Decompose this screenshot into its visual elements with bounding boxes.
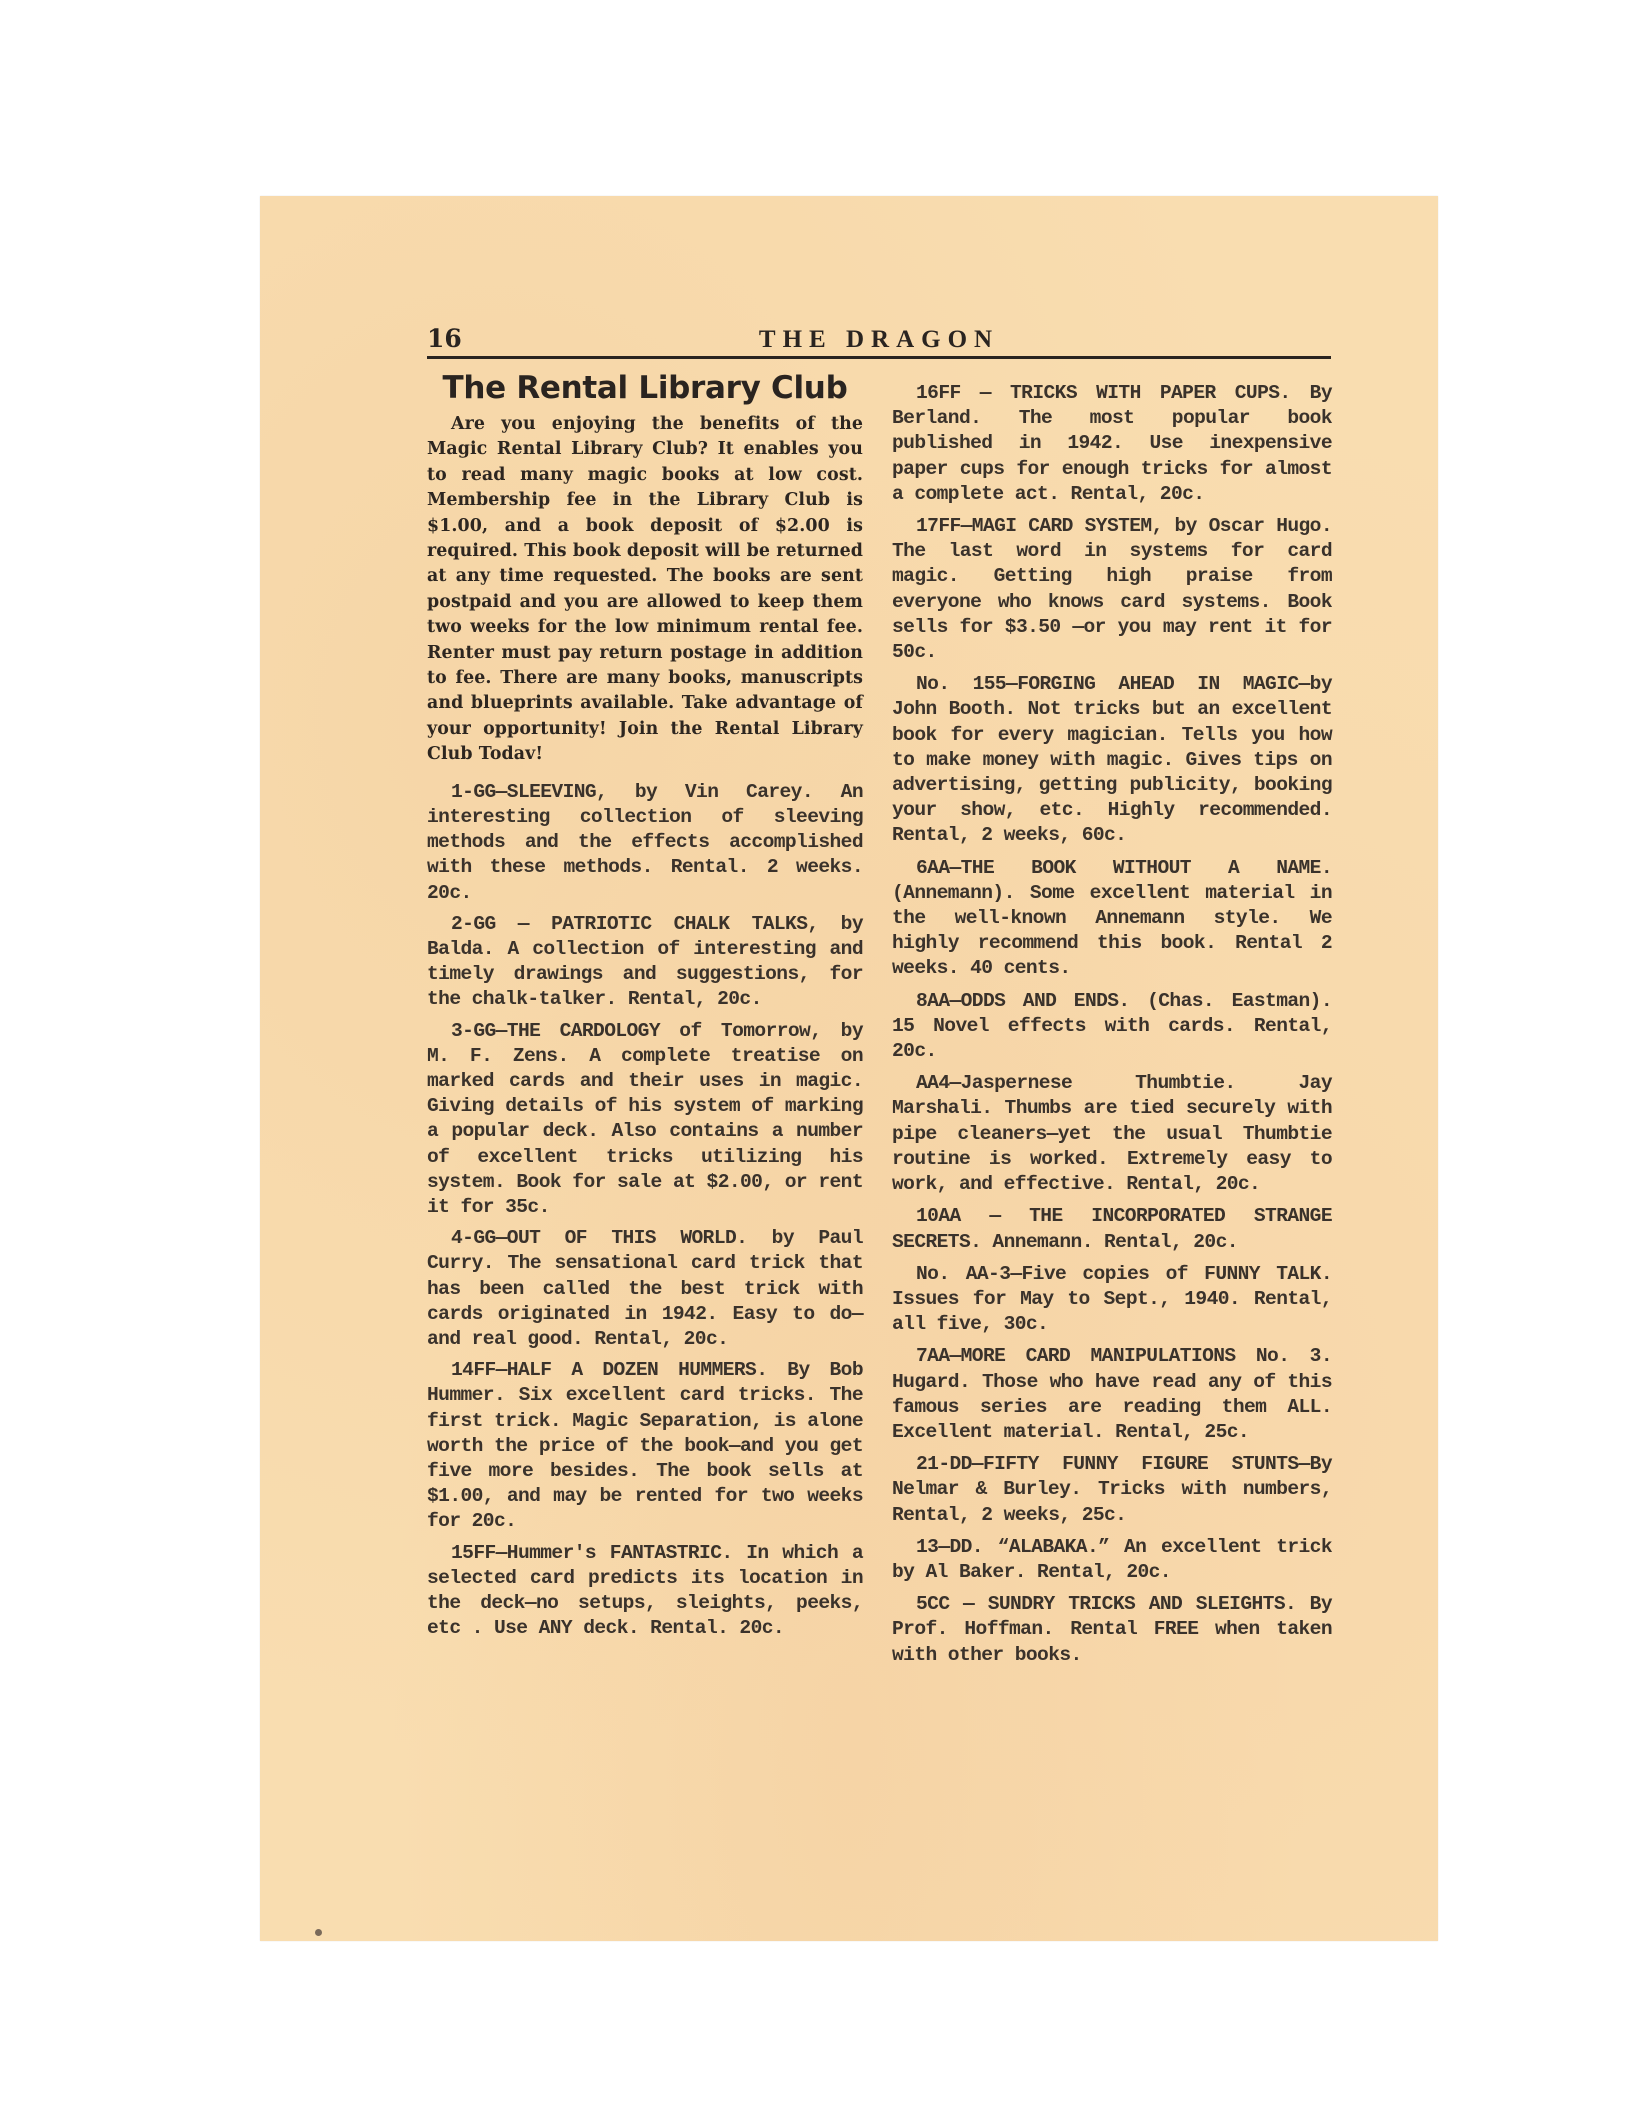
page-header bbox=[427, 324, 1331, 356]
paper-speck bbox=[315, 1929, 322, 1936]
book-listing: 21-DD—FIFTY FUNNY FIGURE STUNTS—By Nelmar & Burley. Tricks with numbers, Rental, 2 weeks, 25c. bbox=[892, 1453, 1332, 1526]
header-rule bbox=[427, 356, 1331, 359]
magazine-page bbox=[260, 196, 1438, 1941]
book-listing: 16FF — TRICKS WITH PAPER CUPS. By Berland. The most popular book published in 1942. Use inexpensive paper cups for enough tricks for almost a complete act. Rental, 20c. bbox=[892, 382, 1332, 505]
book-listing: 1-GG—SLEEVING, by Vin Carey. An interesting collection of sleeving methods and the effects accomplished with these methods. Rental. 2 weeks. 20c. bbox=[427, 780, 863, 904]
article-intro: Are you enjoying the benefits of the Magic Rental Library Club? It enables you to read many magic books at low cost. Membership fee in the Library Club is $1.00, and a book deposit of $2.00 is required. This book deposit will be returned at any time requested. The books are sent postpaid and you are allowed to keep them two weeks for the low minimum rental fee. Renter must pay return postage in addition to fee. There are many books, manuscripts and blueprints available. Take advantage of your opportunity! Join the Rental Library Club Todav! bbox=[427, 414, 863, 765]
book-listing: AA4—Jaspernese Thumbtie. Jay Marshali. Thumbs are tied securely with pipe cleaners—yet the usual Thumbtie routine is worked. Extremely easy to work, and effective. Rental, 20c. bbox=[892, 1072, 1332, 1196]
book-listing: 6AA—THE BOOK WITHOUT A NAME. (Annemann). Some excellent material in the well-known Annemann style. We highly recommend this book. Rental 2 weeks. 40 cents. bbox=[892, 856, 1332, 980]
page-number: 16 bbox=[427, 324, 462, 353]
book-listing: 3-GG—THE CARDOLOGY of Tomorrow, by M. F. Zens. A complete treatise on marked cards and their uses in magic. Giving details of his system of marking a popular deck. Also contains a number of excellent tricks utilizing his system. Book for sale at $2.00, or rent it for 35c. bbox=[427, 1019, 863, 1218]
book-listing: 10AA — THE INCORPORATED STRANGE SECRETS. Annemann. Rental, 20c. bbox=[892, 1205, 1332, 1253]
book-listing: 7AA—MORE CARD MANIPULATIONS No. 3. Hugard. Those who have read any of this famous series are reading them ALL. Excellent material. Rental, 25c. bbox=[892, 1345, 1332, 1443]
book-listing: 2-GG — PATRIOTIC CHALK TALKS, by Balda. A collection of interesting and timely drawings and suggestions, for the chalk-talker. Rental, 20c. bbox=[427, 912, 863, 1011]
right-column bbox=[892, 381, 1332, 1675]
book-listing: 4-GG—OUT OF THIS WORLD. by Paul Curry. The sensational card trick that has been called the best trick with cards originated in 1942. Easy to do—and real good. Rental, 20c. bbox=[427, 1227, 863, 1350]
running-head: THE DRAGON bbox=[758, 326, 1000, 353]
book-listing: 5CC — SUNDRY TRICKS AND SLEIGHTS. By Prof. Hoffman. Rental FREE when taken with other books. bbox=[892, 1593, 1332, 1666]
article-title: The Rental Library Club bbox=[442, 370, 848, 406]
book-listing: No. AA-3—Five copies of FUNNY TALK. Issues for May to Sept., 1940. Rental, all five, 30c. bbox=[892, 1262, 1332, 1336]
book-listing: 17FF—MAGI CARD SYSTEM, by Oscar Hugo. The last word in systems for card magic. Getting high praise from everyone who knows card systems. Book sells for $3.50 —or you may rent it for 50c. bbox=[892, 515, 1332, 664]
book-listing: 14FF—HALF A DOZEN HUMMERS. By Bob Hummer. Six excellent card tricks. The first trick. Magic Separation, is alone worth the price of the book—and you get five more besides. The book sells at $1.00, and may be rented for two weeks for 20c. bbox=[427, 1359, 863, 1533]
book-listing: 13—DD. “ALABAKA.” An excellent trick by Al Baker. Rental, 20c. bbox=[892, 1535, 1332, 1583]
book-listing: No. 155—FORGING AHEAD IN MAGIC—by John Booth. Not tricks but an excellent book for every magician. Tells you how to make money with magic. Gives tips on advertising, getting publicity, booking your show, etc. Highly recommended. Rental, 2 weeks, 60c. bbox=[892, 673, 1332, 847]
book-listing: 8AA—ODDS AND ENDS. (Chas. Eastman). 15 Novel effects with cards. Rental, 20c. bbox=[892, 989, 1332, 1063]
left-column bbox=[427, 368, 863, 1647]
book-listing: 15FF—Hummer's FANTASTRIC. In which a selected card predicts its location in the deck—no setups, sleights, peeks, etc . Use ANY deck. Rental. 20c. bbox=[427, 1541, 863, 1640]
